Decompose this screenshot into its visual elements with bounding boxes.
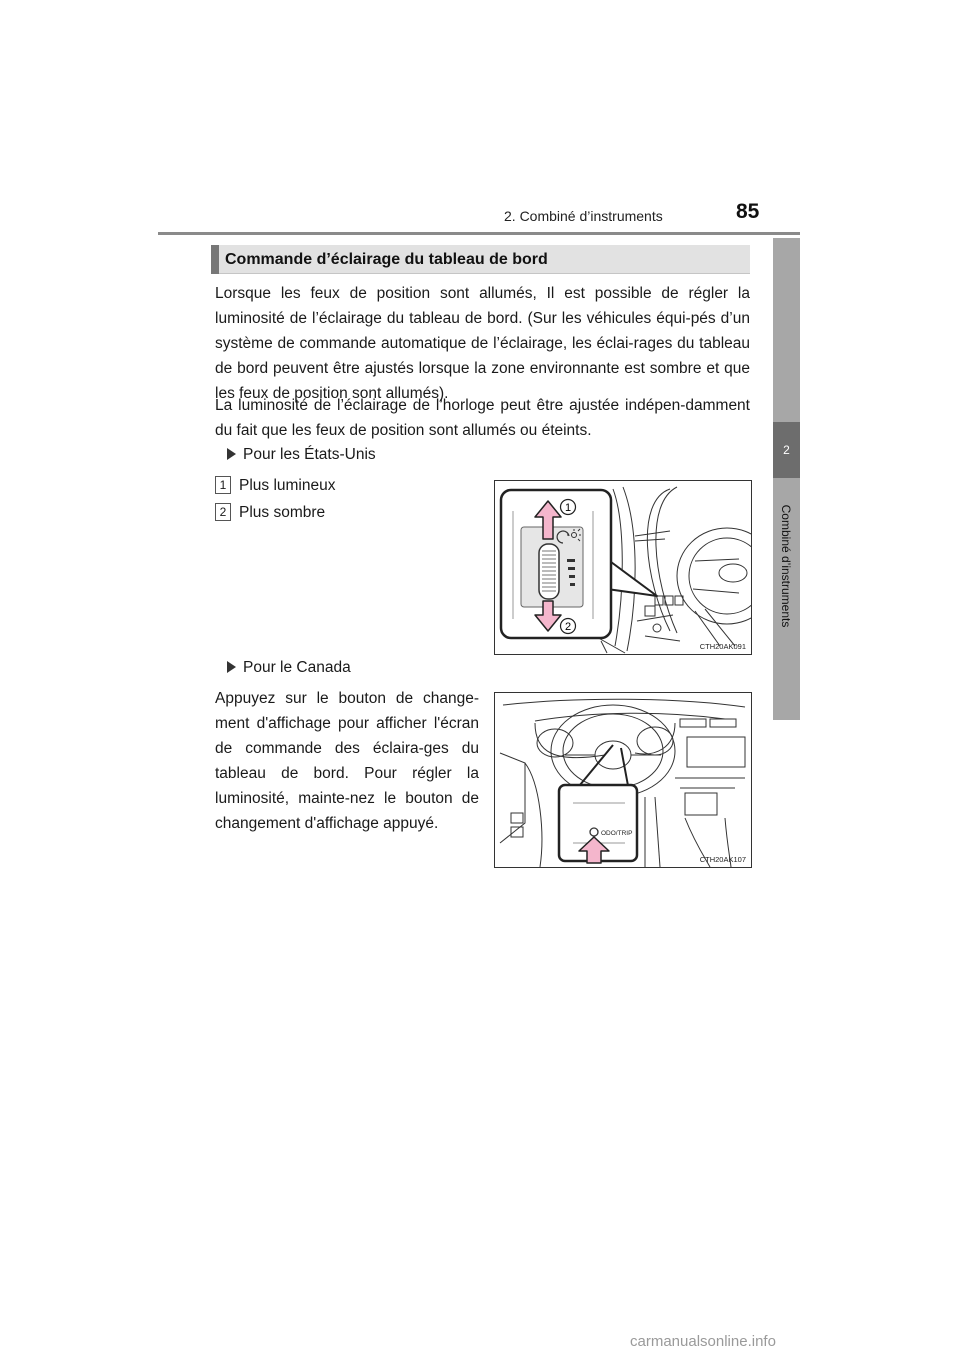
- usa-heading-text: Pour les États-Unis: [243, 446, 376, 463]
- paragraph-intro: Lorsque les feux de position sont allumés, Il est possible de régler la luminosité de l’éclairage du tableau de bord. (Sur les véhicules équi-pés d’un système de commande automatique de l’éclairage, les éclai-rages du tableau de bord peuvent être ajustés lorsque la zone environnante est sombre et que les feux de position sont allumés).: [215, 285, 750, 402]
- paragraph-clock: La luminosité de l’éclairage de l’horloge peut être ajustée indépen-damment du fait que les feux de position sont allumés ou éteints.: [215, 397, 750, 439]
- dashboard-dimmer-illustration: [495, 481, 751, 654]
- figure-odo-trip-button: [494, 692, 752, 868]
- dashboard-interior-illustration: [495, 693, 751, 867]
- odo-trip-label: ODO/TRIP: [601, 830, 633, 837]
- footer-watermark: carmanualsonline.info: [630, 1333, 776, 1350]
- section-title: Commande d’éclairage du tableau de bord: [225, 251, 548, 268]
- paragraph-canada: Appuyez sur le bouton de change-ment d'affichage pour afficher l'écran de commande des éclaira-ges du tableau de bord. Pour régler la luminosité, mainte-nez le bouton de changement d'affichage appuyé.: [215, 690, 479, 832]
- chapter-tab-number: 2: [773, 422, 800, 478]
- list-item: [215, 503, 325, 522]
- canada-heading-text: Pour le Canada: [243, 659, 351, 676]
- callout-1: 1: [564, 502, 572, 514]
- chapter-tab-top: [773, 238, 800, 422]
- list-item: [215, 476, 336, 495]
- item-label: Plus sombre: [239, 504, 326, 521]
- bullet-triangle-icon: [227, 448, 236, 460]
- bullet-triangle-icon: [227, 661, 236, 673]
- figure-id: CTH20AK107: [699, 855, 746, 864]
- page-number: 85: [736, 200, 760, 223]
- usa-heading: [227, 446, 376, 464]
- callout-2: 2: [564, 621, 572, 633]
- item-number-badge: 1: [215, 476, 231, 494]
- running-header-section: 2. Combiné d’instruments: [504, 208, 663, 224]
- chapter-tab-label-text: Combiné d’instruments: [779, 504, 793, 628]
- canada-heading: [227, 659, 351, 677]
- header-rule: [158, 232, 800, 235]
- figure-id: CTH20AK091: [699, 642, 746, 651]
- item-number-badge: 2: [215, 503, 231, 521]
- section-heading-accent: [211, 245, 219, 274]
- figure-dimmer-dial: [494, 480, 752, 655]
- item-label: Plus lumineux: [239, 477, 336, 494]
